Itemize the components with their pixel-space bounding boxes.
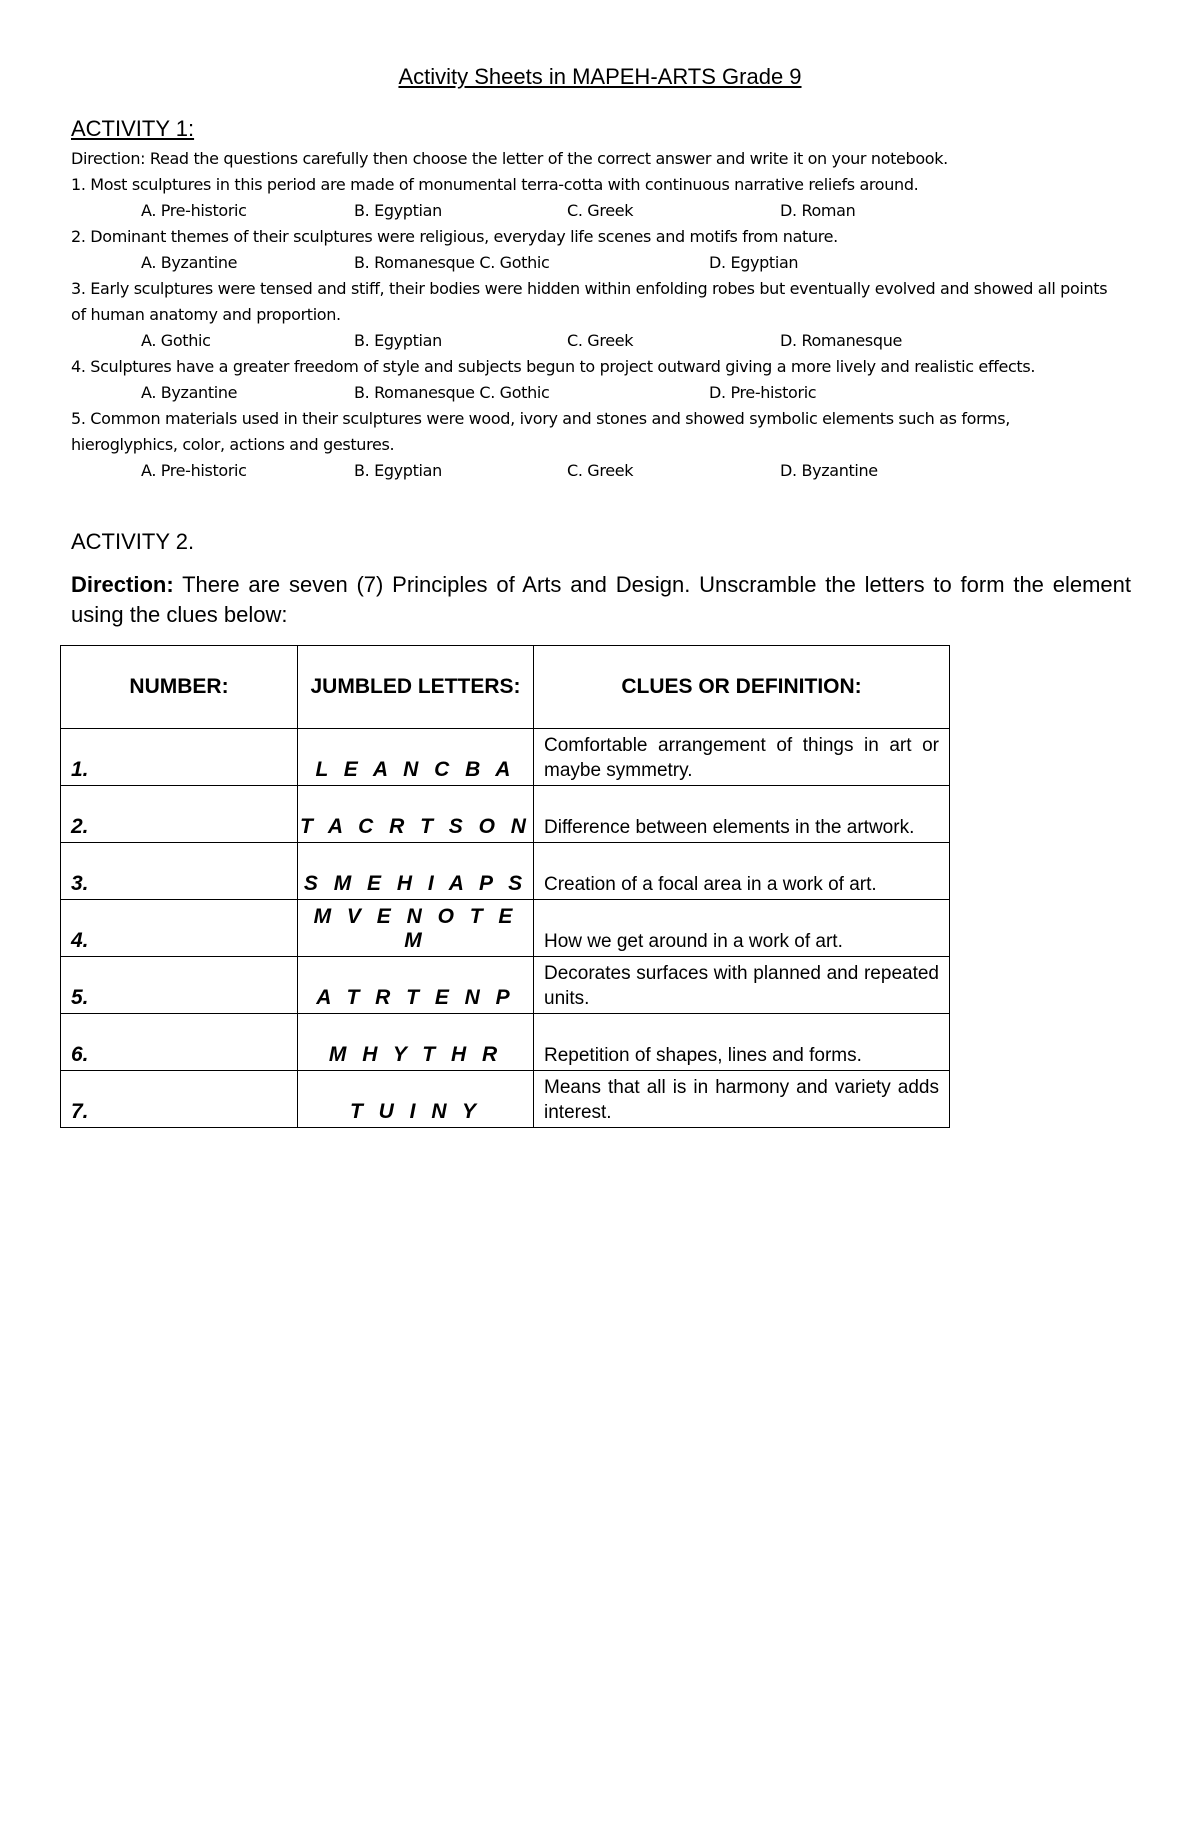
row-clue: How we get around in a work of art.	[534, 900, 950, 957]
header-jumbled-letters: JUMBLED LETTERS:	[298, 646, 534, 729]
header-number: NUMBER:	[61, 646, 298, 729]
question-5: 5. Common materials used in their sculptures were wood, ivory and stones and showed symbolic elements such as forms, hieroglyphics, color, actions and gestures.	[71, 409, 1010, 454]
row-clue: Creation of a focal area in a work of art.	[534, 843, 950, 900]
row-jumbled-letters: T U I N Y	[298, 1071, 534, 1128]
option-a: A. Byzantine	[141, 253, 238, 272]
question-1: 1. Most sculptures in this period are made of monumental terra-cotta with continuous narrative reliefs around.	[71, 175, 919, 194]
activity-2-direction	[71, 570, 1131, 630]
option-b: B. Egyptian	[354, 461, 442, 480]
row-jumbled-letters: A T R T E N P	[298, 957, 534, 1014]
jumbled-letters-table	[60, 645, 950, 1128]
option-d: D. Egyptian	[709, 253, 799, 272]
table-row	[61, 957, 950, 1014]
option-d: D. Romanesque	[780, 331, 902, 350]
option-a: A. Pre-historic	[141, 461, 247, 480]
activity-1-heading: ACTIVITY 1:	[71, 116, 195, 141]
option-b: B. Egyptian	[354, 331, 442, 350]
row-jumbled-letters: T A C R T S O N	[298, 786, 534, 843]
activity-1-direction: Direction: Read the questions carefully then choose the letter of the correct answer and write it on your notebook.	[71, 149, 948, 168]
option-d: D. Roman	[780, 201, 856, 220]
question-3-options	[71, 328, 1131, 354]
table-row	[61, 900, 950, 957]
row-jumbled-letters: S M E H I A P S	[298, 843, 534, 900]
row-number: 5.	[61, 957, 298, 1014]
row-jumbled-letters: M V E N O T E M	[298, 900, 534, 957]
row-clue: Means that all is in harmony and variety adds interest.	[534, 1071, 950, 1128]
option-b-c: B. Romanesque C. Gothic	[354, 253, 550, 272]
question-4: 4. Sculptures have a greater freedom of style and subjects begun to project outward giving a more lively and realistic effects.	[71, 357, 1036, 376]
option-a: A. Gothic	[141, 331, 211, 350]
row-clue: Difference between elements in the artwork.	[534, 786, 950, 843]
row-number: 3.	[61, 843, 298, 900]
table-header-row	[61, 646, 950, 729]
question-4-options	[71, 380, 1131, 406]
option-c: C. Greek	[567, 331, 634, 350]
option-b: B. Egyptian	[354, 201, 442, 220]
row-clue: Repetition of shapes, lines and forms.	[534, 1014, 950, 1071]
question-2-options	[71, 250, 1131, 276]
option-c: C. Greek	[567, 461, 634, 480]
option-a: A. Pre-historic	[141, 201, 247, 220]
option-c: C. Greek	[567, 201, 634, 220]
table-row	[61, 729, 950, 786]
direction-label: Direction:	[71, 572, 174, 597]
option-b-c: B. Romanesque C. Gothic	[354, 383, 550, 402]
row-number: 7.	[61, 1071, 298, 1128]
row-number: 2.	[61, 786, 298, 843]
table-row	[61, 1014, 950, 1071]
row-number: 6.	[61, 1014, 298, 1071]
document-title: Activity Sheets in MAPEH-ARTS Grade 9	[398, 64, 802, 89]
option-d: D. Byzantine	[780, 461, 878, 480]
row-jumbled-letters: L E A N C B A	[298, 729, 534, 786]
row-clue: Decorates surfaces with planned and repeated units.	[534, 957, 950, 1014]
question-1-options	[71, 198, 1131, 224]
activity-1-body	[71, 146, 1131, 484]
activity-2-heading: ACTIVITY 2.	[71, 529, 195, 554]
row-number: 4.	[61, 900, 298, 957]
row-number: 1.	[61, 729, 298, 786]
header-clues: CLUES OR DEFINITION:	[534, 646, 950, 729]
direction-text: There are seven (7) Principles of Arts and Design. Unscramble the letters to form the element using the clues below:	[71, 572, 1131, 627]
question-2: 2. Dominant themes of their sculptures were religious, everyday life scenes and motifs from nature.	[71, 227, 838, 246]
table-row	[61, 843, 950, 900]
option-d: D. Pre-historic	[709, 383, 817, 402]
row-clue: Comfortable arrangement of things in art or maybe symmetry.	[534, 729, 950, 786]
table-row	[61, 786, 950, 843]
question-3: 3. Early sculptures were tensed and stiff, their bodies were hidden within enfolding robes but eventually evolved and showed all points of human anatomy and proportion.	[71, 279, 1108, 324]
table-row	[61, 1071, 950, 1128]
option-a: A. Byzantine	[141, 383, 238, 402]
row-jumbled-letters: M H Y T H R	[298, 1014, 534, 1071]
question-5-options	[71, 458, 1131, 484]
